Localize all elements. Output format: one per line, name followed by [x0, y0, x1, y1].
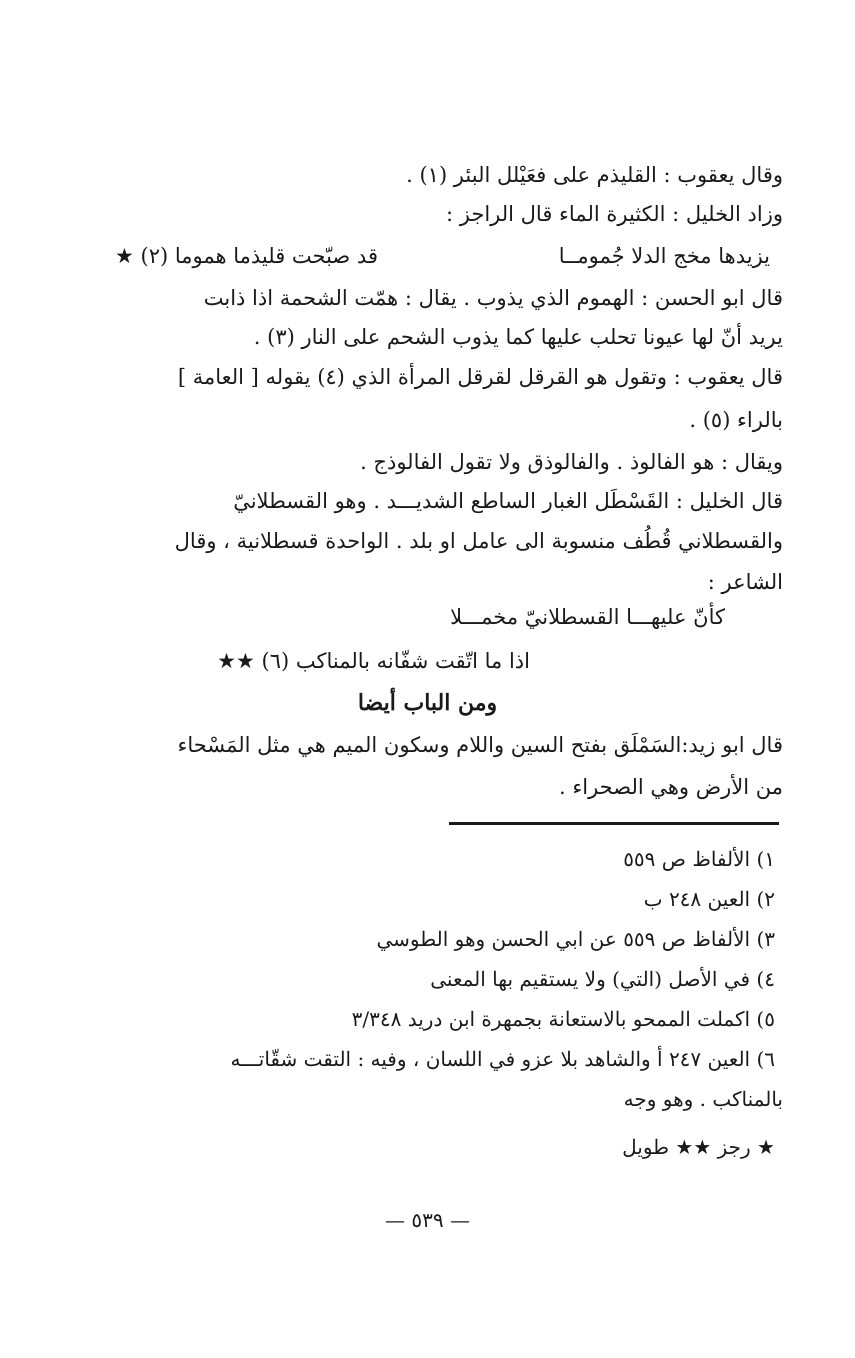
section-heading: ومن الباب أيضا: [357, 690, 498, 716]
footnote-4: ٤) في الأصل (التي) ولا يستقيم بها المعنى: [430, 967, 775, 991]
verse-1-second-hemistich: قد صبّحت قليذما هموما (٢) ★: [115, 244, 378, 268]
footnote-5: ٥) اكملت الممحو بالاستعانة بجمهرة ابن دريد ٣/٣٤٨: [351, 1007, 775, 1031]
meter-note: ★ رجز ★★ طويل: [622, 1135, 775, 1159]
footnote-2: ٢) العين ٢٤٨ ب: [643, 887, 775, 911]
verse-1-first-hemistich: يزيدها مخج الدلا جُمومــا: [558, 244, 770, 268]
text-line-4: يريد أنّ لها عيونا تحلب عليها كما يذوب الشحم على النار (٣) .: [253, 325, 783, 349]
text-line-6: بالراء (٥) .: [689, 408, 783, 432]
footnote-3: ٣) الألفاظ ص ٥٥٩ عن ابي الحسن وهو الطوسي: [376, 927, 775, 951]
footnote-1: ١) الألفاظ ص ٥٥٩: [623, 847, 775, 871]
closing-line-1: قال ابو زيد:السَمْلَق بفتح السين واللام وسكون الميم هي مثل المَسْحاء: [177, 733, 783, 757]
page-number: — ٥٣٩ —: [385, 1208, 470, 1232]
text-line-3: قال ابو الحسن : الهموم الذي يذوب . يقال : همّت الشحمة اذا ذابت: [203, 286, 783, 310]
closing-line-2: من الأرض وهي الصحراء .: [559, 775, 783, 799]
text-line-9: والقسطلاني قُطُف منسوبة الى عامل او بلد . الواحدة قسطلانية ، وقال: [174, 529, 783, 553]
text-line-5: قال يعقوب : وتقول هو القرقل لقرقل المرأة الذي (٤) يقوله [ العامة ]: [177, 365, 783, 389]
text-line-1: وقال يعقوب : القليذم على فعَيْلل البئر (١) .: [406, 163, 783, 187]
footnote-6-continuation: بالمناكب . وهو وجه: [623, 1087, 783, 1111]
footnote-divider: [449, 822, 779, 825]
text-line-8: قال الخليل : القَسْطَل الغبار الساطع الشديـــد . وهو القسطلانيّ: [233, 489, 783, 513]
verse-2-first-hemistich: كأنّ عليهـــا القسطلانيّ مخمـــلا: [450, 605, 725, 629]
text-line-2: وزاد الخليل : الكثيرة الماء قال الراجز :: [446, 202, 783, 226]
text-line-10: الشاعر :: [707, 570, 783, 594]
verse-2-second-hemistich: اذا ما اتّقت شفّانه بالمناكب (٦) ★★: [217, 649, 530, 673]
text-line-7: ويقال : هو الفالوذ . والفالوذق ولا تقول الفالوذج .: [360, 450, 783, 474]
footnote-6: ٦) العين ٢٤٧ أ والشاهد بلا عزو في اللسان ، وفيه : التقت شقّاتـــه: [230, 1047, 775, 1071]
